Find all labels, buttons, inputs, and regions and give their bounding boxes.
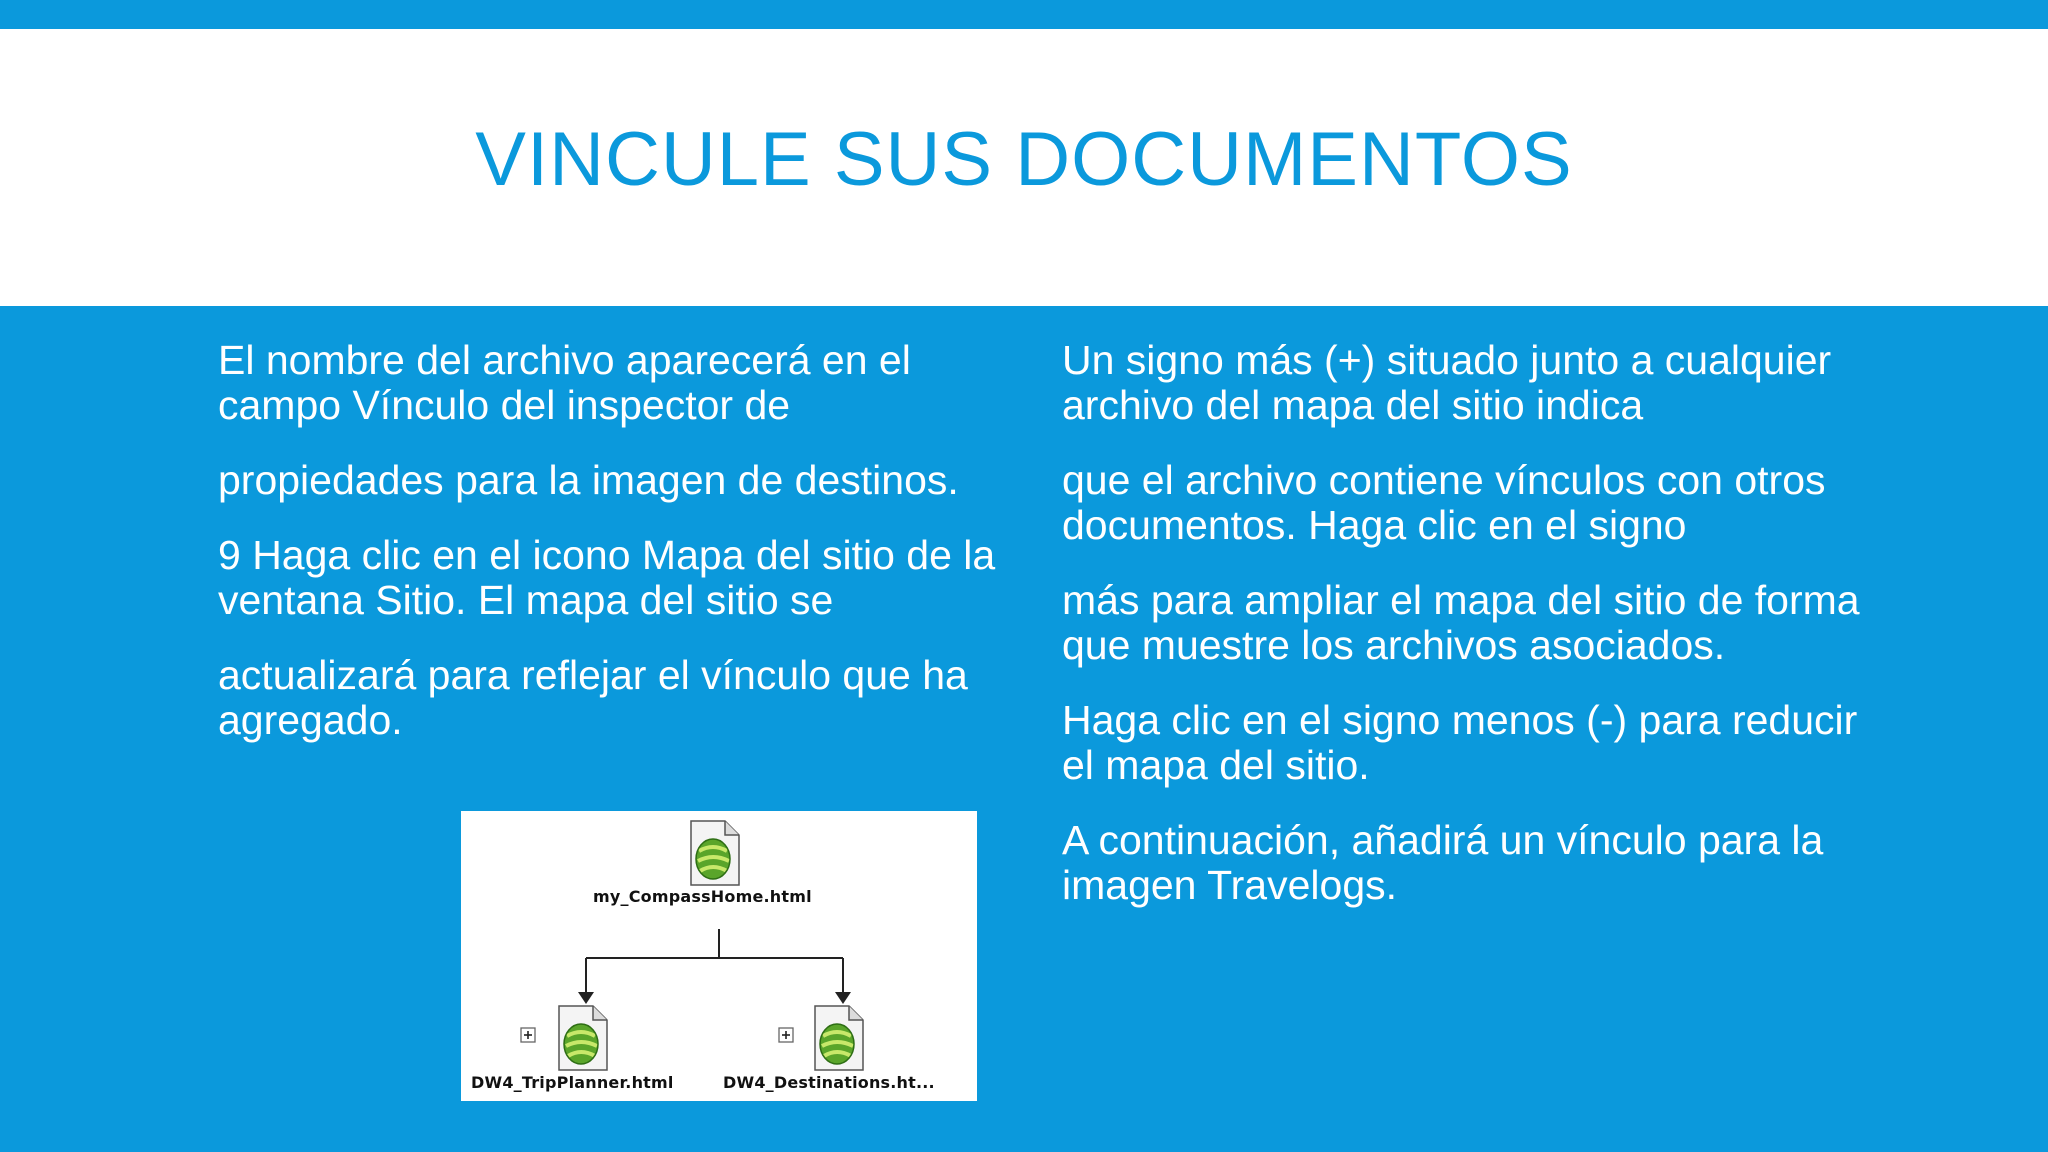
right-paragraph-5: A continuación, añadirá un vínculo para la imagen Travelogs.: [1062, 817, 1824, 908]
site-map-screenshot: [461, 811, 977, 1101]
right-column: [1062, 338, 1862, 938]
right-paragraph-2: que el archivo contiene vínculos con otros documentos. Haga clic en el signo: [1062, 457, 1826, 548]
root-file-icon[interactable]: [691, 821, 739, 885]
left-paragraph-2: propiedades para la imagen de destinos.: [218, 457, 959, 503]
child-file-icon-left[interactable]: [559, 1006, 607, 1070]
left-column: [218, 338, 1008, 773]
right-paragraph-1: Un signo más (+) situado junto a cualquier archivo del mapa del sitio indica: [1062, 337, 1832, 428]
site-map-diagram: [461, 811, 977, 1101]
left-paragraph-1: El nombre del archivo aparecerá en el campo Vínculo del inspector de: [218, 337, 911, 428]
left-paragraph-4: actualizará para reflejar el vínculo que ha agregado.: [218, 652, 968, 743]
expand-plus-icon-left[interactable]: [521, 1028, 535, 1042]
child-file-label-left[interactable]: DW4_TripPlanner.html: [471, 1073, 674, 1092]
connector-lines: [586, 929, 843, 994]
child-file-icon-right[interactable]: [815, 1006, 863, 1070]
left-paragraph-3: 9 Haga clic en el icono Mapa del sitio de la ventana Sitio. El mapa del sitio se: [218, 532, 996, 623]
child-file-label-right[interactable]: DW4_Destinations.ht...: [723, 1073, 935, 1092]
root-file-label[interactable]: my_CompassHome.html: [593, 887, 812, 906]
right-paragraph-3: más para ampliar el mapa del sitio de forma que muestre los archivos asociados.: [1062, 577, 1860, 668]
slide-title: VINCULE SUS DOCUMENTOS: [475, 117, 1573, 202]
right-paragraph-4: Haga clic en el signo menos (-) para reducir el mapa del sitio.: [1062, 697, 1858, 788]
expand-plus-icon-right[interactable]: [779, 1028, 793, 1042]
connector-arrowheads: [578, 992, 851, 1004]
